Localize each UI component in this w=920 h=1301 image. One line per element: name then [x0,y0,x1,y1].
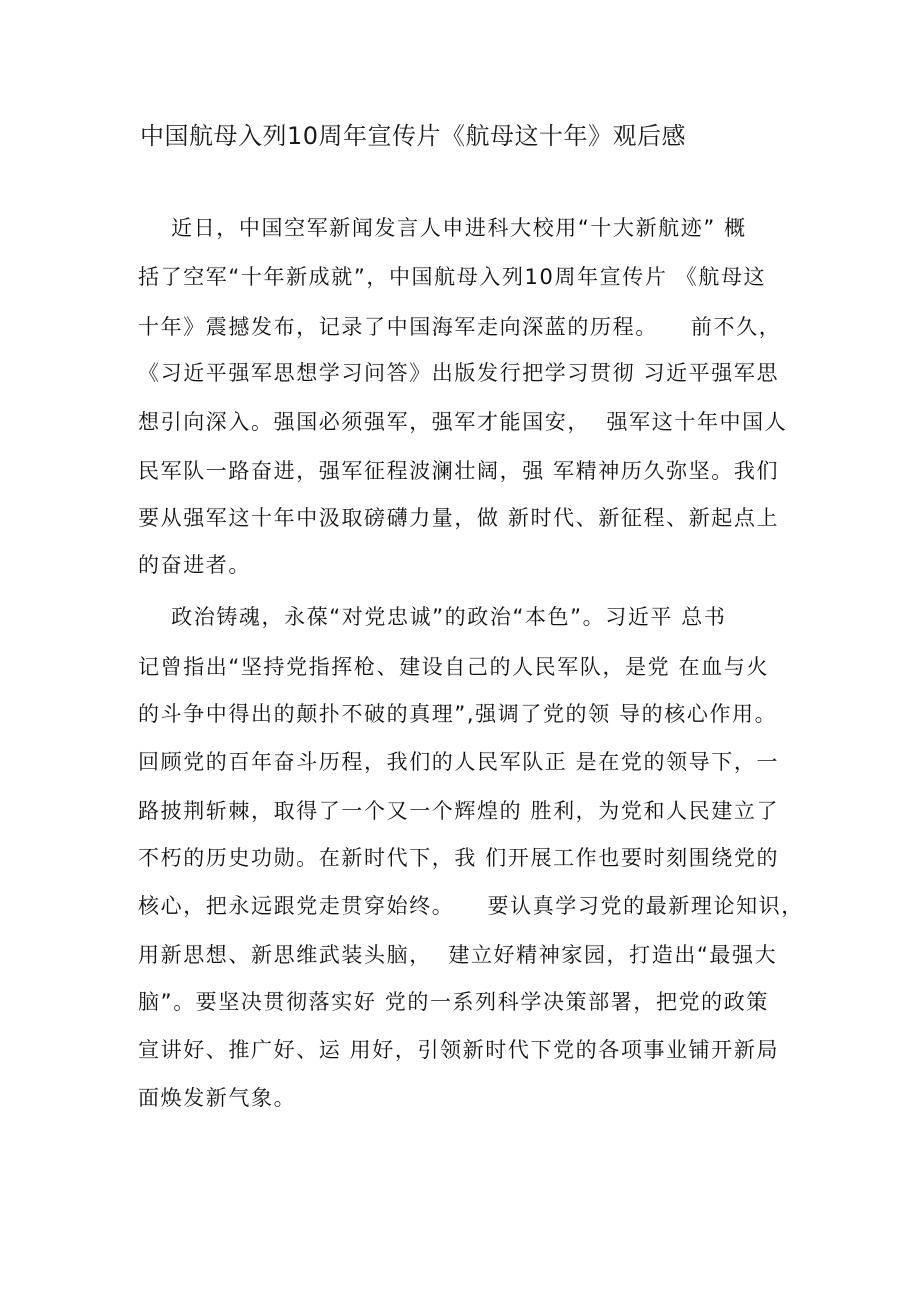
paragraph-1-line-4: 《习近平强军思想学习问答》出版发行把学习贯彻 习近平强军思 [138,361,780,385]
paragraph-2-line-7: 核心，把永远跟党走贯穿始终。 要认真学习党的最新理论知识， [138,894,804,918]
paragraph-1-line-6: 民军队一路奋进，强军征程波澜壮阔，强 军精神历久弥坚。我们 [138,459,780,483]
paragraph-2-line-1: 政治铸魂，永葆“对党忠诚”的政治“本色”。习近平 总书 [138,605,727,629]
paragraph-2-line-11: 面焕发新气象。 [138,1086,297,1110]
paragraph-1-line-7: 要从强军这十年中汲取磅礴力量，做 新时代、新征程、新起点上 [138,506,780,530]
paragraph-1-line-2: 括了空军“十年新成就”，中国航母入列10周年宣传片 《航母这 [138,265,767,289]
paragraph-2-line-5: 路披荆斩棘，取得了一个又一个辉煌的 胜利，为党和人民建立了 [138,799,780,823]
paragraph-2-line-4: 回顾党的百年奋斗历程，我们的人民军队正 是在党的领导下，一 [138,750,780,774]
paragraph-1-line-8: 的奋进者。 [138,553,251,577]
paragraph-1-line-5: 想引向深入。强国必须强军，强军才能国安， 强军这十年中国人 [138,410,788,434]
paragraph-1-line-1: 近日，中国空军新闻发言人申进科大校用“十大新航迹” 概 [138,216,747,240]
paragraph-2-line-10: 宣讲好、推广好、运 用好，引领新时代下党的各项事业铺开新局 [138,1038,780,1062]
paragraph-2-line-2: 记曾指出“坚持党指挥枪、建设自己的人民军队，是党 在血与火 [138,655,769,679]
page-title: 中国航母入列10周年宣传片《航母这十年》观后感 [140,122,687,150]
paragraph-2-line-9: 脑”。要坚决贯彻落实好 党的一系列科学决策部署，把党的政策 [138,990,769,1014]
paragraph-2-line-8: 用新思想、新思维武装头脑， 建立好精神家园，打造出“最强大 [138,943,778,967]
paragraph-1-line-3: 十年》震撼发布，记录了中国海军走向深蓝的历程。 前不久， [138,315,782,339]
paragraph-2-line-6: 不朽的历史功勋。在新时代下，我 们开展工作也要时刻围绕党的 [138,846,780,870]
paragraph-2-line-3: 的斗争中得出的颠扑不破的真理”,强调了党的领 导的核心作用。 [138,702,778,726]
